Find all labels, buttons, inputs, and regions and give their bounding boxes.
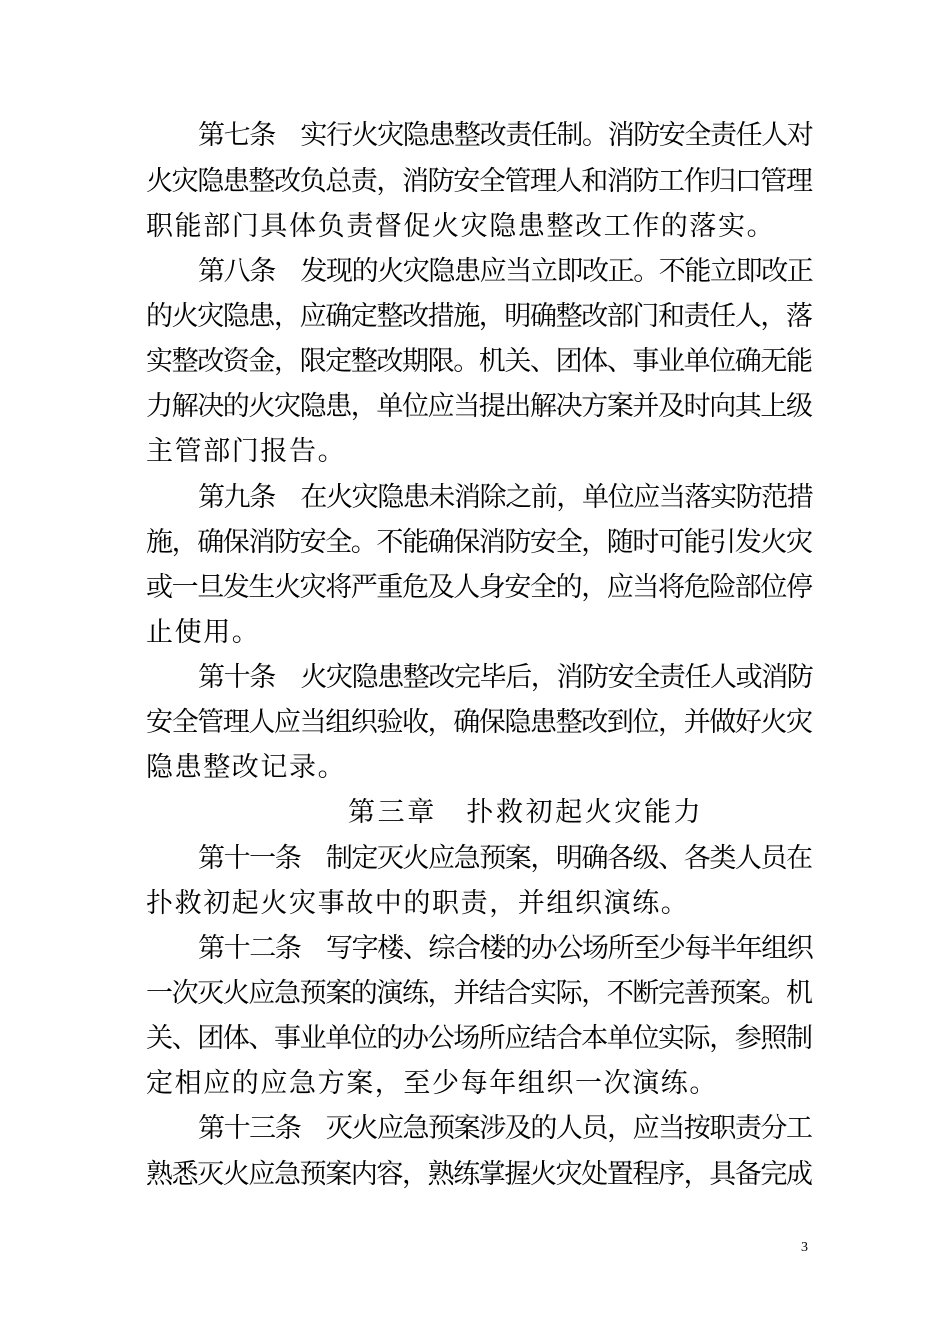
paragraph-line (0, 1062, 950, 1106)
paragraph-line (0, 476, 950, 520)
line-text: 第八条 发现的火灾隐患应当立即改正。不能立即改正 (198, 256, 813, 287)
paragraph-line (0, 611, 950, 655)
paragraph-line (0, 295, 950, 339)
line-text: 第十三条 灭火应急预案涉及的人员，应当按职责分工 (198, 1113, 812, 1144)
line-text: 安全管理人应当组织验收，确保隐患整改到位，并做好火灾 (146, 707, 812, 738)
line-text: 职能部门具体负责督促火灾隐患整改工作的落实。 (146, 211, 776, 242)
line-text: 火灾隐患整改负总责，消防安全管理人和消防工作归口管理 (146, 166, 812, 197)
paragraph-line (0, 340, 950, 384)
paragraph-line (0, 837, 950, 881)
paragraph-line (0, 1107, 950, 1151)
paragraph-line (0, 656, 950, 700)
page-number-text: 3 (801, 1240, 808, 1255)
line-text: 第七条 实行火灾隐患整改责任制。消防安全责任人对 (198, 120, 813, 151)
line-text: 第十二条 写字楼、综合楼的办公场所至少每半年组织 (198, 933, 813, 964)
paragraph-line (0, 566, 950, 610)
paragraph-line (0, 205, 950, 249)
paragraph-line (0, 250, 950, 294)
paragraph-line (0, 927, 950, 971)
paragraph-line (0, 430, 950, 474)
paragraph-line (0, 882, 950, 926)
line-text: 定相应的应急方案，至少每年组织一次演练。 (146, 1068, 718, 1099)
line-text: 或一旦发生火灾将严重危及人身安全的，应当将危险部位停 (146, 572, 812, 603)
line-text: 隐患整改记录。 (146, 752, 347, 783)
paragraph-line (0, 160, 950, 204)
line-text: 一次灭火应急预案的演练，并结合实际，不断完善预案。机 (146, 978, 812, 1009)
line-text: 第十一条 制定灭火应急预案，明确各级、各类人员在 (198, 843, 812, 874)
line-text: 实整改资金，限定整改期限。机关、团体、事业单位确无能 (146, 346, 812, 377)
line-text: 扑救初起火灾事故中的职责，并组织演练。 (146, 888, 690, 919)
line-text: 的火灾隐患，应确定整改措施，明确整改部门和责任人，落 (146, 301, 812, 332)
line-text: 第九条 在火灾隐患未消除之前，单位应当落实防范措 (198, 482, 813, 513)
line-text: 力解决的火灾隐患，单位应当提出解决方案并及时向其上级 (146, 391, 812, 422)
line-text: 熟悉灭火应急预案内容，熟练掌握火灾处置程序，具备完成 (146, 1159, 812, 1190)
line-text: 主管部门报告。 (146, 436, 347, 467)
chapter-heading (0, 791, 950, 835)
line-text: 施，确保消防安全。不能确保消防安全，随时可能引发火灾 (146, 527, 812, 558)
line-text: 第十条 火灾隐患整改完毕后，消防安全责任人或消防 (198, 662, 813, 693)
chapter-heading-text: 第三章 扑救初起火灾能力 (348, 797, 704, 828)
paragraph-line (0, 1017, 950, 1061)
paragraph-line (0, 1153, 950, 1197)
paragraph-line (0, 972, 950, 1016)
paragraph-line (0, 521, 950, 565)
paragraph-line (0, 385, 950, 429)
line-text: 关、团体、事业单位的办公场所应结合本单位实际，参照制 (146, 1023, 812, 1054)
paragraph-line (0, 746, 950, 790)
line-text: 止使用。 (146, 617, 261, 648)
paragraph-line (0, 114, 950, 158)
paragraph-line (0, 701, 950, 745)
